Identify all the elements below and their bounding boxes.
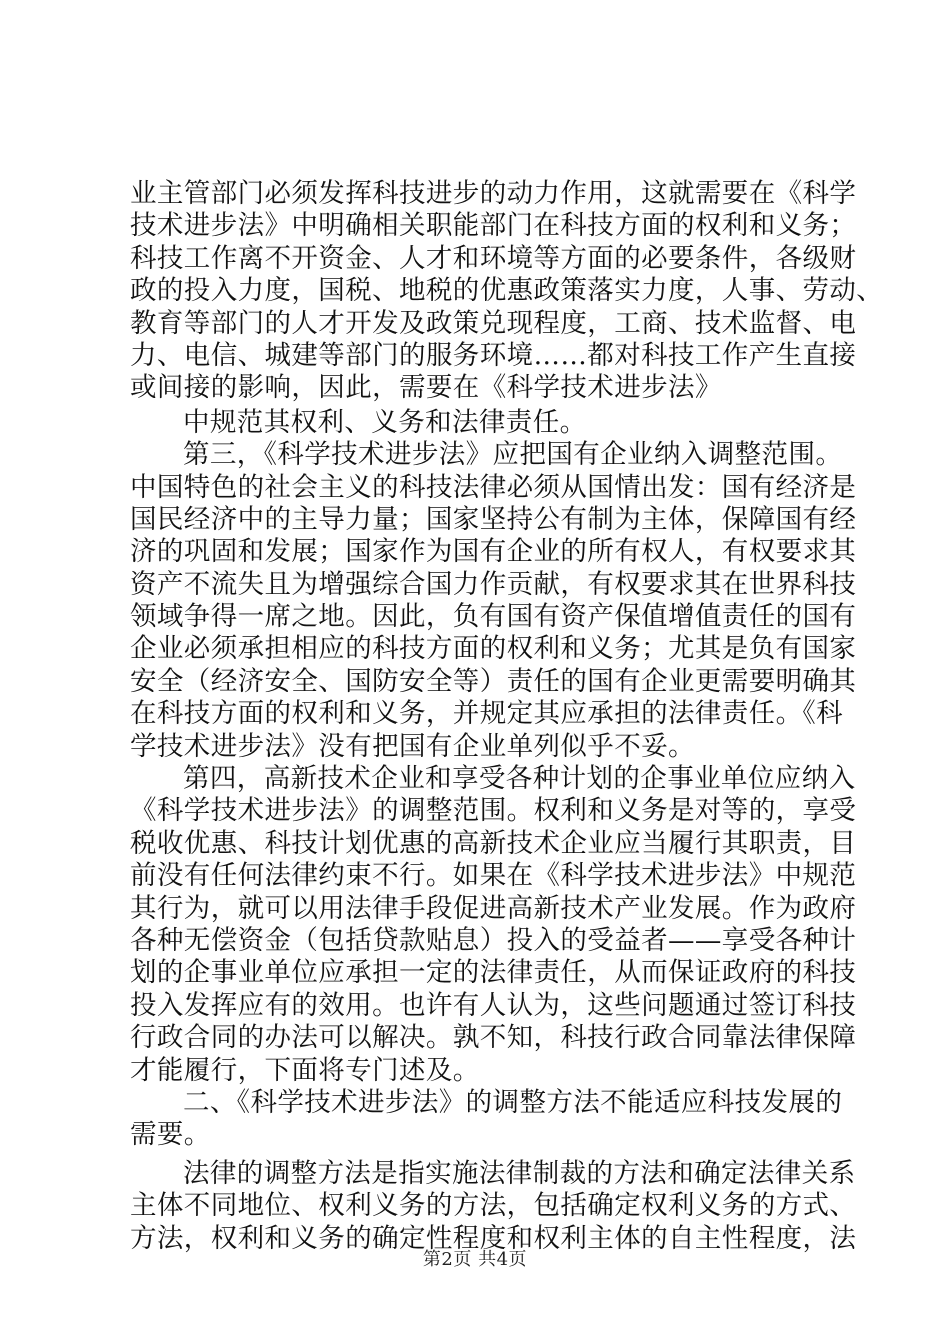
text-line: 前没有任何法律约束不行。如果在《科学技术进步法》中规范 — [130, 860, 857, 892]
text-line: 安全（经济安全、国防安全等）责任的国有企业更需要明确其 — [130, 665, 857, 697]
paragraph-start-line: 第四，高新技术企业和享受各种计划的企事业单位应纳入 — [183, 763, 856, 795]
paragraph-start-line: 第三，《科学技术进步法》应把国有企业纳入调整范围。 — [183, 439, 843, 471]
text-line: 税收优惠、科技计划优惠的高新技术企业应当履行其职责，目 — [130, 827, 857, 859]
text-line: 资产不流失且为增强综合国力作贡献，有权要求其在世界科技 — [130, 568, 857, 600]
text-line: 或间接的影响，因此，需要在《科学技术进步法》 — [130, 372, 722, 404]
body-text — [130, 178, 884, 1255]
text-line: 政的投入力度，国税、地税的优惠政策落实力度，人事、劳动、 — [130, 275, 884, 307]
text-line: 国民经济中的主导力量；国家坚持公有制为主体，保障国有经 — [130, 503, 857, 535]
text-line: 学技术进步法》没有把国有企业单列似乎不妥。 — [130, 730, 695, 762]
text-line: 中规范其权利、义务和法律责任。 — [183, 406, 587, 438]
text-line: 主体不同地位、权利义务的方法，包括确定权利义务的方式、 — [130, 1190, 857, 1222]
section-heading-line: 二、《科学技术进步法》的调整方法不能适应科技发展的 — [183, 1086, 843, 1118]
text-line: 领域争得一席之地。因此，负有国有资产保值增值责任的国有 — [130, 601, 857, 633]
text-line: 企业必须承担相应的科技方面的权利和义务；尤其是负有国家 — [130, 633, 857, 665]
text-line: 《科学技术进步法》的调整范围。权利和义务是对等的，享受 — [130, 795, 857, 827]
page-number-footer: 第2页 共4页 — [422, 1249, 528, 1270]
paragraph-start-line: 法律的调整方法是指实施法律制裁的方法和确定法律关系 — [183, 1157, 856, 1189]
text-line: 各种无偿资金（包括贷款贴息）投入的受益者——享受各种计 — [130, 924, 857, 956]
text-line: 在科技方面的权利和义务，并规定其应承担的法律责任。《科 — [130, 698, 844, 730]
text-line: 技术进步法》中明确相关职能部门在科技方面的权利和义务； — [130, 210, 857, 242]
text-line: 方法，权利和义务的确定性程度和权利主体的自主性程度，法 — [130, 1222, 857, 1254]
text-line: 力、电信、城建等部门的服务环境……都对科技工作产生直接 — [130, 339, 857, 371]
text-line: 中国特色的社会主义的科技法律必须从国情出发：国有经济是 — [130, 471, 857, 503]
text-line: 教育等部门的人才开发及政策兑现程度，工商、技术监督、电 — [130, 307, 857, 339]
text-line: 科技工作离不开资金、人才和环境等方面的必要条件，各级财 — [130, 242, 857, 274]
text-line: 行政合同的办法可以解决。孰不知，科技行政合同靠法律保障 — [130, 1022, 857, 1054]
text-line: 其行为，就可以用法律手段促进高新技术产业发展。作为政府 — [130, 892, 857, 924]
text-line: 才能履行，下面将专门述及。 — [130, 1054, 480, 1086]
text-line: 业主管部门必须发挥科技进步的动力作用，这就需要在《科学 — [130, 178, 857, 209]
text-line: 济的巩固和发展；国家作为国有企业的所有权人，有权要求其 — [130, 536, 857, 568]
text-line: 划的企事业单位应承担一定的法律责任，从而保证政府的科技 — [130, 957, 857, 989]
text-line: 投入发挥应有的效用。也许有人认为，这些问题通过签订科技 — [130, 989, 857, 1021]
section-heading-line: 需要。 — [130, 1119, 211, 1151]
